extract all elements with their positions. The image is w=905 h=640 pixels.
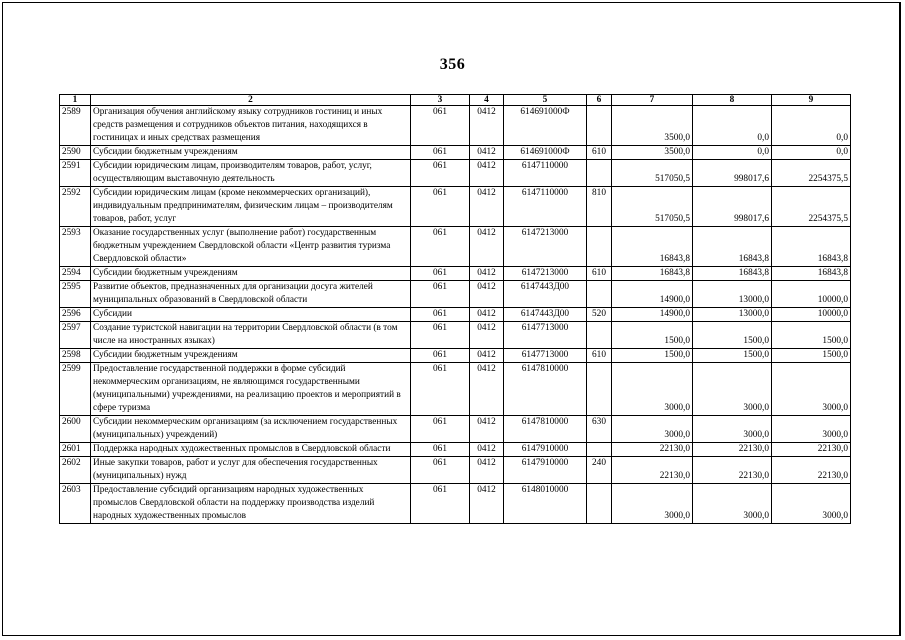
row-col4: 0412 [470, 363, 504, 416]
table-row [60, 160, 851, 187]
table-row [60, 146, 851, 160]
row-col5: 6147443Д00 [504, 281, 587, 308]
table-row [60, 227, 851, 267]
row-col5: 614691000Ф [504, 106, 587, 146]
row-col4: 0412 [470, 187, 504, 227]
row-number: 2599 [60, 363, 91, 416]
row-col9: 22130,0 [772, 443, 851, 457]
row-col8: 16843,8 [693, 267, 772, 281]
row-col7: 517050,5 [612, 187, 693, 227]
row-number: 2589 [60, 106, 91, 146]
row-name: Предоставление государственной поддержки в форме субсидий некоммерческим организациям, не являющимся государственными (муниципальными) учреждениями, на реализацию проектов и мероприятий в сфере туризма [91, 363, 411, 416]
row-name: Субсидии юридическим лицам (кроме некоммерческих организаций), индивидуальным предпринимателям, физическим лицам – производителям товаров, работ, услуг [91, 187, 411, 227]
row-col7: 3500,0 [612, 146, 693, 160]
table-row [60, 443, 851, 457]
row-col3: 061 [411, 457, 470, 484]
header-row [60, 95, 851, 106]
row-col8: 3000,0 [693, 416, 772, 443]
row-col5: 6147713000 [504, 349, 587, 363]
row-col8: 3000,0 [693, 363, 772, 416]
row-col3: 061 [411, 443, 470, 457]
row-number: 2602 [60, 457, 91, 484]
table-body [60, 106, 851, 524]
row-col5: 6147110000 [504, 187, 587, 227]
row-col6: 610 [587, 267, 612, 281]
col-header-3: 3 [411, 95, 470, 106]
row-col4: 0412 [470, 322, 504, 349]
row-col6 [587, 363, 612, 416]
row-col6 [587, 484, 612, 524]
row-name: Создание туристской навигации на территории Свердловской области (в том числе на иностранных языках) [91, 322, 411, 349]
row-col5: 6147213000 [504, 227, 587, 267]
row-col9: 3000,0 [772, 363, 851, 416]
table-row [60, 416, 851, 443]
table-row [60, 106, 851, 146]
row-col8: 22130,0 [693, 443, 772, 457]
row-col5: 6147810000 [504, 363, 587, 416]
row-col5: 6147810000 [504, 416, 587, 443]
row-col8: 1500,0 [693, 349, 772, 363]
row-name: Организация обучения английскому языку сотрудников гостиниц и иных средств размещения и сотрудников объектов питания, находящихся в гостиницах и иных средствах размещения [91, 106, 411, 146]
row-col4: 0412 [470, 267, 504, 281]
row-col8: 1500,0 [693, 322, 772, 349]
row-col5: 6147443Д00 [504, 308, 587, 322]
row-col7: 1500,0 [612, 349, 693, 363]
row-name: Иные закупки товаров, работ и услуг для обеспечения государственных (муниципальных) нужд [91, 457, 411, 484]
row-col9: 1500,0 [772, 349, 851, 363]
row-name: Оказание государственных услуг (выполнение работ) государственным бюджетным учреждением Свердловской области «Центр развития туризма Свердловской области» [91, 227, 411, 267]
col-header-7: 7 [612, 95, 693, 106]
row-name: Предоставление субсидий организациям народных художественных промыслов Свердловской области на поддержку производства изделий народных художественных промыслов [91, 484, 411, 524]
row-name: Субсидии [91, 308, 411, 322]
row-col3: 061 [411, 363, 470, 416]
row-number: 2592 [60, 187, 91, 227]
row-col4: 0412 [470, 308, 504, 322]
row-number: 2593 [60, 227, 91, 267]
row-col7: 1500,0 [612, 322, 693, 349]
row-col7: 3000,0 [612, 416, 693, 443]
row-col6 [587, 322, 612, 349]
row-number: 2597 [60, 322, 91, 349]
row-col8: 998017,6 [693, 160, 772, 187]
row-col7: 22130,0 [612, 443, 693, 457]
row-col8: 13000,0 [693, 308, 772, 322]
table-row [60, 457, 851, 484]
row-col7: 16843,8 [612, 267, 693, 281]
row-col8: 0,0 [693, 146, 772, 160]
row-col7: 16843,8 [612, 227, 693, 267]
row-col5: 6148010000 [504, 484, 587, 524]
table-row [60, 322, 851, 349]
row-name: Развитие объектов, предназначенных для организации досуга жителей муниципальных образований в Свердловской области [91, 281, 411, 308]
row-number: 2596 [60, 308, 91, 322]
row-col7: 22130,0 [612, 457, 693, 484]
row-col4: 0412 [470, 416, 504, 443]
row-number: 2598 [60, 349, 91, 363]
row-col3: 061 [411, 106, 470, 146]
row-col9: 2254375,5 [772, 160, 851, 187]
row-col8: 22130,0 [693, 457, 772, 484]
row-col9: 0,0 [772, 106, 851, 146]
row-col6 [587, 443, 612, 457]
col-header-8: 8 [693, 95, 772, 106]
row-number: 2601 [60, 443, 91, 457]
row-col4: 0412 [470, 227, 504, 267]
row-col3: 061 [411, 349, 470, 363]
col-header-5: 5 [504, 95, 587, 106]
col-header-2: 2 [91, 95, 411, 106]
page-number: 356 [439, 56, 466, 73]
row-col9: 10000,0 [772, 281, 851, 308]
row-col8: 16843,8 [693, 227, 772, 267]
row-col6: 610 [587, 349, 612, 363]
row-name: Поддержка народных художественных промыслов в Свердловской области [91, 443, 411, 457]
row-col3: 061 [411, 281, 470, 308]
row-col3: 061 [411, 322, 470, 349]
row-col9: 3000,0 [772, 416, 851, 443]
row-col8: 13000,0 [693, 281, 772, 308]
table-row [60, 308, 851, 322]
row-col6: 630 [587, 416, 612, 443]
table-row [60, 484, 851, 524]
row-col3: 061 [411, 160, 470, 187]
row-col4: 0412 [470, 281, 504, 308]
row-col3: 061 [411, 227, 470, 267]
row-col3: 061 [411, 416, 470, 443]
row-number: 2591 [60, 160, 91, 187]
row-col7: 3000,0 [612, 363, 693, 416]
row-number: 2603 [60, 484, 91, 524]
row-name: Субсидии юридическим лицам, производителям товаров, работ, услуг, осуществляющим выставочную деятельность [91, 160, 411, 187]
row-col9: 16843,8 [772, 227, 851, 267]
row-col7: 14900,0 [612, 308, 693, 322]
row-name: Субсидии бюджетным учреждениям [91, 349, 411, 363]
col-header-1: 1 [60, 95, 91, 106]
row-col4: 0412 [470, 484, 504, 524]
row-name: Субсидии бюджетным учреждениям [91, 146, 411, 160]
col-header-4: 4 [470, 95, 504, 106]
row-col9: 1500,0 [772, 322, 851, 349]
row-col5: 6147110000 [504, 160, 587, 187]
row-col7: 3500,0 [612, 106, 693, 146]
row-name: Субсидии некоммерческим организациям (за исключением государственных (муниципальных) учреждений) [91, 416, 411, 443]
row-number: 2600 [60, 416, 91, 443]
row-col9: 22130,0 [772, 457, 851, 484]
row-col4: 0412 [470, 160, 504, 187]
row-col8: 0,0 [693, 106, 772, 146]
row-col4: 0412 [470, 349, 504, 363]
col-header-9: 9 [772, 95, 851, 106]
row-col5: 6147910000 [504, 443, 587, 457]
row-col6: 610 [587, 146, 612, 160]
row-col6 [587, 106, 612, 146]
row-col4: 0412 [470, 443, 504, 457]
row-col5: 6147910000 [504, 457, 587, 484]
row-col3: 061 [411, 146, 470, 160]
row-col6 [587, 227, 612, 267]
table-row [60, 349, 851, 363]
row-col6: 240 [587, 457, 612, 484]
row-col4: 0412 [470, 106, 504, 146]
row-col5: 6147213000 [504, 267, 587, 281]
row-number: 2590 [60, 146, 91, 160]
budget-table [59, 94, 851, 524]
row-col5: 614691000Ф [504, 146, 587, 160]
row-col7: 3000,0 [612, 484, 693, 524]
row-col8: 998017,6 [693, 187, 772, 227]
table-row [60, 187, 851, 227]
table-row [60, 267, 851, 281]
row-col3: 061 [411, 484, 470, 524]
row-col3: 061 [411, 308, 470, 322]
row-col6 [587, 281, 612, 308]
row-number: 2595 [60, 281, 91, 308]
table-row [60, 281, 851, 308]
row-name: Субсидии бюджетным учреждениям [91, 267, 411, 281]
row-number: 2594 [60, 267, 91, 281]
row-col6: 810 [587, 187, 612, 227]
row-col3: 061 [411, 267, 470, 281]
row-col9: 0,0 [772, 146, 851, 160]
row-col6: 520 [587, 308, 612, 322]
row-col9: 16843,8 [772, 267, 851, 281]
row-col9: 10000,0 [772, 308, 851, 322]
row-col6 [587, 160, 612, 187]
row-col9: 3000,0 [772, 484, 851, 524]
table-row [60, 363, 851, 416]
row-col7: 517050,5 [612, 160, 693, 187]
row-col3: 061 [411, 187, 470, 227]
row-col9: 2254375,5 [772, 187, 851, 227]
row-col8: 3000,0 [693, 484, 772, 524]
col-header-6: 6 [587, 95, 612, 106]
row-col5: 6147713000 [504, 322, 587, 349]
row-col4: 0412 [470, 146, 504, 160]
row-col4: 0412 [470, 457, 504, 484]
row-col7: 14900,0 [612, 281, 693, 308]
